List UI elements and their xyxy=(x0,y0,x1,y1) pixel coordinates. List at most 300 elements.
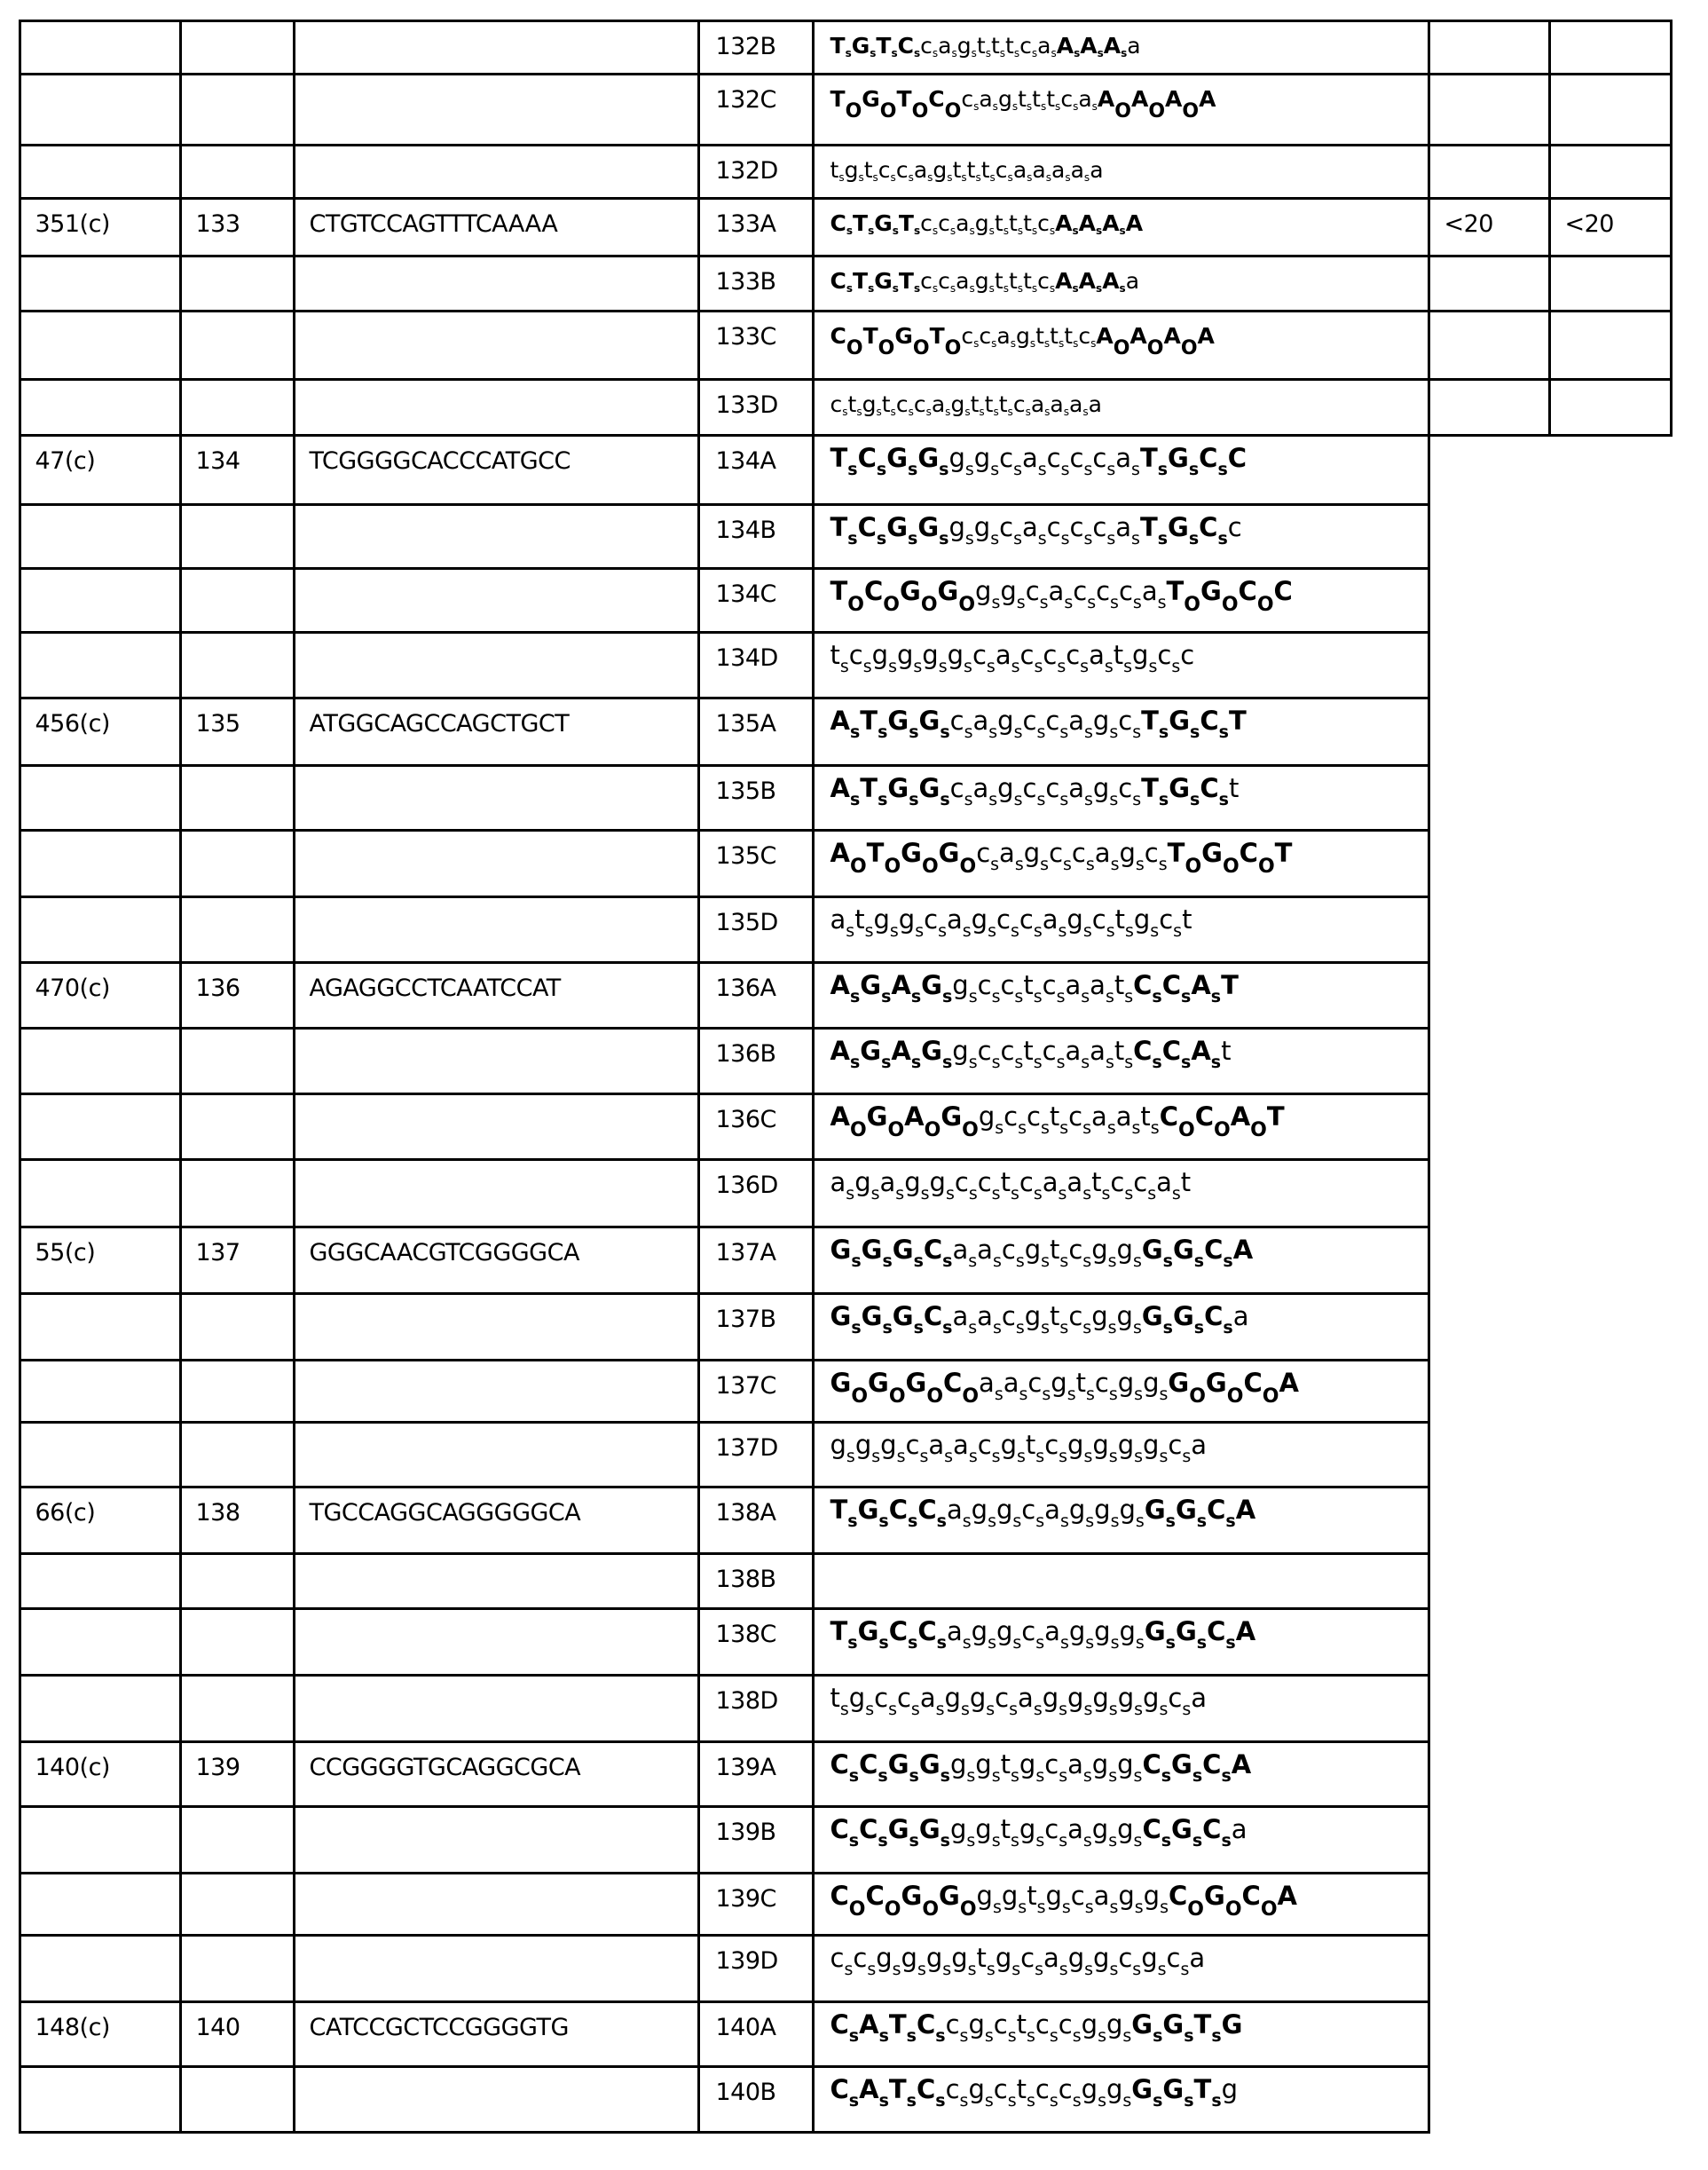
target-sequence-cell xyxy=(293,631,700,699)
target-sequence-cell xyxy=(293,20,700,75)
nucleotide: T xyxy=(853,267,869,294)
linkage-subscript: s xyxy=(1218,789,1229,809)
nucleotide: a xyxy=(1231,1813,1248,1844)
oligo-id-cell xyxy=(697,1486,815,1555)
nucleotide: C xyxy=(1200,705,1219,736)
linkage-subscript: s xyxy=(1025,405,1031,418)
modified-sequence-cell xyxy=(812,1292,1430,1361)
nucleotide: g xyxy=(862,391,877,417)
target-sequence-cell xyxy=(293,961,700,1030)
linkage-subscript: s xyxy=(964,459,974,479)
oligo-id-text: 134A xyxy=(715,446,776,475)
seq-id-cell xyxy=(179,1027,295,1095)
linkage-subscript: O xyxy=(926,1385,944,1408)
linkage-subscript: s xyxy=(939,528,949,548)
linkage-subscript: s xyxy=(878,1765,888,1786)
nucleotide: c xyxy=(1144,837,1159,868)
nucleotide: C xyxy=(1241,1880,1261,1911)
seq-id-cell xyxy=(179,503,295,570)
linkage-subscript: s xyxy=(862,656,872,676)
nucleotide: g xyxy=(1067,1429,1084,1460)
target-sequence-cell xyxy=(293,378,700,437)
linkage-subscript: s xyxy=(1084,722,1093,742)
linkage-subscript: s xyxy=(1210,986,1222,1006)
linkage-subscript: s xyxy=(892,224,899,237)
nucleotide: g xyxy=(997,772,1014,803)
nucleotide: T xyxy=(888,2008,907,2040)
target-sequence-cell xyxy=(293,144,700,200)
linkage-subscript: s xyxy=(1108,1699,1118,1719)
linkage-subscript: s xyxy=(1121,46,1128,59)
linkage-subscript: s xyxy=(849,722,861,742)
linkage-subscript: s xyxy=(1082,1117,1092,1138)
linkage-subscript: s xyxy=(876,459,887,479)
modified-sequence xyxy=(830,772,1240,809)
nucleotide: t xyxy=(1023,267,1032,294)
linkage-subscript: O xyxy=(1113,336,1130,359)
modified-sequence xyxy=(830,1813,1248,1850)
modified-sequence xyxy=(830,1880,1297,1921)
linkage-subscript: s xyxy=(1159,1384,1169,1404)
linkage-subscript: s xyxy=(964,722,973,742)
oligo-id-text: 137D xyxy=(715,1433,778,1462)
linkage-subscript: s xyxy=(868,224,875,237)
nucleotide: a xyxy=(1067,1813,1083,1844)
nucleotide: G xyxy=(901,837,922,868)
nucleotide: c xyxy=(920,32,933,59)
linkage-subscript: s xyxy=(1098,2025,1106,2046)
nucleotide: C xyxy=(859,1748,878,1779)
nucleotide: G xyxy=(874,209,893,236)
nucleotide: a xyxy=(1051,156,1066,183)
linkage-subscript: s xyxy=(909,789,919,809)
nucleotide: T xyxy=(929,322,945,349)
oligo-id-cell xyxy=(697,378,815,437)
nucleotide: c xyxy=(905,1429,920,1460)
seq-id-cell xyxy=(179,567,295,634)
nucleotide: g xyxy=(976,1880,993,1911)
linkage-subscript: s xyxy=(1211,2090,1222,2111)
linkage-subscript: s xyxy=(1084,789,1093,809)
seq-id-text: 140 xyxy=(195,2013,240,2041)
linkage-subscript: s xyxy=(876,405,882,418)
linkage-subscript: s xyxy=(1040,854,1050,874)
nucleotide: c xyxy=(1073,575,1088,606)
target-sequence-text: CCGGGGTGCAGGCGCA xyxy=(309,1753,581,1781)
nucleotide: G xyxy=(830,1234,852,1265)
nucleotide: G xyxy=(1169,705,1191,736)
linkage-subscript: s xyxy=(896,1446,906,1466)
oligo-id-cell xyxy=(697,1805,815,1874)
linkage-subscript: s xyxy=(1131,459,1140,479)
oligo-id-text: 139A xyxy=(715,1753,776,1781)
linkage-subscript: s xyxy=(949,281,956,295)
modified-sequence xyxy=(830,442,1248,479)
nucleotide: c xyxy=(1078,322,1091,349)
linkage-subscript: s xyxy=(1157,592,1167,612)
nucleotide: g xyxy=(995,1942,1012,1973)
nucleotide: c xyxy=(1027,1367,1043,1398)
linkage-subscript: s xyxy=(913,224,921,237)
seq-id-cell xyxy=(179,896,295,964)
nucleotide: g xyxy=(1091,1748,1109,1779)
seq-id-cell xyxy=(179,255,295,312)
nucleotide: T xyxy=(898,267,914,294)
linkage-subscript: s xyxy=(1134,1897,1144,1917)
linkage-subscript: s xyxy=(1101,1183,1111,1203)
nucleotide: t xyxy=(1023,969,1034,1000)
position-cell xyxy=(19,197,182,257)
nucleotide: c xyxy=(830,1942,845,1973)
linkage-subscript: s xyxy=(964,405,971,418)
nucleotide: G xyxy=(918,772,941,803)
linkage-subscript: s xyxy=(1090,336,1097,350)
linkage-subscript: O xyxy=(884,1898,901,1921)
nucleotide: c xyxy=(878,156,891,183)
nucleotide: A xyxy=(830,1035,850,1066)
linkage-subscript: s xyxy=(1124,1052,1134,1072)
nucleotide: g xyxy=(971,904,988,935)
linkage-subscript: s xyxy=(1083,459,1093,479)
nucleotide: g xyxy=(975,1813,992,1844)
nucleotide: t xyxy=(1032,85,1041,112)
nucleotide: c xyxy=(1044,1813,1059,1844)
linkage-subscript: s xyxy=(1165,1632,1176,1653)
nucleotide: c xyxy=(977,1166,992,1197)
nucleotide: c xyxy=(1001,1234,1016,1265)
target-sequence-cell xyxy=(293,1607,700,1677)
nucleotide: g xyxy=(968,2073,985,2104)
modified-sequence xyxy=(830,209,1144,237)
modified-sequence-cell xyxy=(812,567,1430,634)
linkage-subscript: s xyxy=(988,281,995,295)
linkage-subscript: s xyxy=(1193,1251,1205,1271)
nucleotide: c xyxy=(1118,575,1133,606)
oligo-id-text: 133A xyxy=(715,209,776,238)
linkage-subscript: s xyxy=(942,1251,953,1271)
linkage-subscript: s xyxy=(1073,336,1079,350)
linkage-subscript: s xyxy=(847,528,858,548)
nucleotide: G xyxy=(1201,837,1223,868)
linkage-subscript: s xyxy=(1059,1765,1068,1786)
nucleotide: G xyxy=(1144,1615,1166,1646)
linkage-subscript: s xyxy=(1037,528,1047,548)
nucleotide: c xyxy=(1042,969,1057,1000)
linkage-subscript: s xyxy=(849,1052,861,1072)
nucleotide: g xyxy=(1094,1494,1111,1525)
linkage-subscript: O xyxy=(1257,855,1275,878)
nucleotide: g xyxy=(1119,837,1136,868)
nucleotide: c xyxy=(1001,1300,1016,1331)
target-sequence-cell xyxy=(293,1093,700,1161)
nucleotide: g xyxy=(1068,1494,1086,1525)
oligo-id-text: 134B xyxy=(715,516,776,544)
linkage-subscript: s xyxy=(1036,789,1046,809)
nucleotide: c xyxy=(1021,1615,1036,1646)
linkage-subscript: s xyxy=(1135,854,1145,874)
linkage-subscript: s xyxy=(945,1183,955,1203)
linkage-subscript: s xyxy=(1107,1251,1117,1271)
linkage-subscript: s xyxy=(1026,99,1033,113)
seq-id-cell xyxy=(179,829,295,898)
linkage-subscript: s xyxy=(1096,281,1103,295)
target-sequence-cell xyxy=(293,1740,700,1808)
nucleotide: a xyxy=(977,1300,993,1331)
seq-id-cell xyxy=(179,961,295,1030)
nucleotide: c xyxy=(1157,639,1172,670)
target-sequence-text: CTGTCCAGTTTCAAAA xyxy=(309,209,558,238)
nucleotide: C xyxy=(1142,1813,1161,1844)
nucleotide: c xyxy=(1049,837,1064,868)
linkage-subscript: s xyxy=(1049,281,1056,295)
nucleotide: C xyxy=(1133,1035,1153,1066)
oligo-id-cell xyxy=(697,2000,815,2068)
linkage-subscript: s xyxy=(935,2025,946,2046)
oligo-id-cell xyxy=(697,1934,815,2003)
linkage-subscript: s xyxy=(1059,1830,1068,1850)
nucleotide: A xyxy=(1232,1234,1254,1265)
linkage-subscript: s xyxy=(990,459,1000,479)
value1-cell xyxy=(1428,310,1551,381)
modified-sequence-cell xyxy=(812,1805,1430,1874)
nucleotide: g xyxy=(1081,2073,1098,2104)
nucleotide: c xyxy=(1046,442,1061,473)
nucleotide: c xyxy=(1058,2073,1073,2104)
linkage-subscript: s xyxy=(1134,1446,1144,1466)
linkage-subscript: s xyxy=(1085,1632,1095,1653)
nucleotide: G xyxy=(1172,1234,1194,1265)
nucleotide: g xyxy=(871,639,889,670)
nucleotide: c xyxy=(972,639,987,670)
linkage-subscript: s xyxy=(891,46,898,59)
nucleotide: g xyxy=(1116,1234,1133,1265)
modified-sequence-cell xyxy=(812,197,1430,257)
linkage-subscript: s xyxy=(848,2090,860,2111)
linkage-subscript: O xyxy=(1250,1118,1267,1141)
nucleotide: a xyxy=(972,705,989,736)
linkage-subscript: s xyxy=(991,1183,1001,1203)
linkage-subscript: s xyxy=(1033,1699,1043,1719)
modified-sequence-cell xyxy=(812,631,1430,699)
nucleotide: A xyxy=(1056,32,1074,59)
linkage-subscript: s xyxy=(1027,2025,1035,2046)
oligo-id-cell xyxy=(697,896,815,964)
position-cell xyxy=(19,1740,182,1808)
linkage-subscript: s xyxy=(888,1699,897,1719)
nucleotide: c xyxy=(1091,904,1106,935)
nucleotide: t xyxy=(1180,1166,1192,1197)
modified-sequence xyxy=(830,575,1293,616)
nucleotide: A xyxy=(859,2008,879,2040)
linkage-subscript: s xyxy=(936,1511,947,1531)
linkage-subscript: s xyxy=(1072,224,1079,237)
nucleotide: T xyxy=(830,575,848,606)
linkage-subscript: O xyxy=(851,1385,869,1408)
nucleotide: C xyxy=(1161,1035,1182,1066)
linkage-subscript: O xyxy=(924,1118,941,1141)
nucleotide: C xyxy=(864,575,884,606)
target-sequence-cell xyxy=(293,2065,700,2134)
seq-id-cell xyxy=(179,1486,295,1555)
nucleotide: g xyxy=(978,1101,996,1132)
position-cell xyxy=(19,1359,182,1424)
linkage-subscript: s xyxy=(1105,1052,1114,1072)
modified-sequence xyxy=(830,705,1247,742)
nucleotide: a xyxy=(1078,85,1092,112)
linkage-subscript: s xyxy=(975,170,981,184)
nucleotide: c xyxy=(1037,267,1050,294)
nucleotide: G xyxy=(918,1813,941,1844)
nucleotide: T xyxy=(888,2073,907,2104)
linkage-subscript: s xyxy=(968,1317,978,1338)
nucleotide: C xyxy=(830,322,846,349)
linkage-subscript: s xyxy=(1058,336,1065,350)
nucleotide: T xyxy=(1166,575,1185,606)
oligo-id-cell xyxy=(697,631,815,699)
linkage-subscript: s xyxy=(1124,920,1134,941)
linkage-subscript: O xyxy=(959,1898,977,1921)
modified-sequence-cell xyxy=(812,73,1430,146)
oligo-id-cell xyxy=(697,1226,815,1295)
modified-sequence xyxy=(830,1494,1256,1531)
linkage-subscript: s xyxy=(1132,592,1142,612)
linkage-subscript: s xyxy=(868,281,875,295)
linkage-subscript: s xyxy=(991,1765,1001,1786)
linkage-subscript: s xyxy=(876,528,887,548)
nucleotide: g xyxy=(896,639,914,670)
position-cell xyxy=(19,144,182,200)
modified-sequence xyxy=(830,322,1215,359)
linkage-subscript: s xyxy=(849,789,861,809)
linkage-subscript: s xyxy=(878,2090,889,2111)
linkage-subscript: s xyxy=(1221,1765,1232,1786)
linkage-subscript: O xyxy=(884,855,901,878)
linkage-subscript: s xyxy=(1083,1446,1093,1466)
nucleotide: c xyxy=(1227,511,1242,542)
nucleotide: t xyxy=(1050,1234,1060,1265)
nucleotide: c xyxy=(1092,442,1107,473)
nucleotide: c xyxy=(1096,575,1111,606)
linkage-subscript: s xyxy=(989,170,996,184)
nucleotide: c xyxy=(1118,772,1133,803)
position-cell xyxy=(19,1872,182,1937)
nucleotide: G xyxy=(892,1234,914,1265)
linkage-subscript: O xyxy=(846,336,863,359)
nucleotide: C xyxy=(830,1813,849,1844)
linkage-subscript: s xyxy=(1119,224,1126,237)
nucleotide: G xyxy=(894,322,913,349)
linkage-subscript: s xyxy=(878,1830,888,1850)
nucleotide: C xyxy=(830,1748,849,1779)
linkage-subscript: s xyxy=(1012,1632,1022,1653)
nucleotide: g xyxy=(848,1682,866,1713)
nucleotide: A xyxy=(1279,1367,1299,1398)
linkage-subscript: s xyxy=(1182,1446,1192,1466)
linkage-subscript: s xyxy=(1221,1830,1232,1850)
linkage-subscript: s xyxy=(895,1183,905,1203)
nucleotide: C xyxy=(1199,442,1218,473)
nucleotide: g xyxy=(854,1429,872,1460)
nucleotide: A xyxy=(830,1101,850,1132)
nucleotide: C xyxy=(859,1813,878,1844)
nucleotide: A xyxy=(1129,322,1147,349)
linkage-subscript: s xyxy=(961,170,967,184)
nucleotide: c xyxy=(1060,85,1074,112)
linkage-subscript: s xyxy=(1059,1317,1069,1338)
value2-cell xyxy=(1548,310,1673,381)
nucleotide: T xyxy=(1139,511,1158,542)
linkage-subscript: s xyxy=(1218,722,1229,742)
oligo-id-text: 137B xyxy=(715,1305,776,1333)
nucleotide: C xyxy=(865,1880,885,1911)
nucleotide: a xyxy=(830,904,846,935)
linkage-subscript: s xyxy=(908,459,918,479)
nucleotide: a xyxy=(1048,575,1065,606)
nucleotide: C xyxy=(830,267,846,294)
linkage-subscript: s xyxy=(944,1446,954,1466)
linkage-subscript: s xyxy=(1081,986,1090,1006)
nucleotide: G xyxy=(1168,442,1189,473)
nucleotide: a xyxy=(1090,1035,1106,1066)
nucleotide: t xyxy=(1016,2073,1027,2104)
seq-id-cell xyxy=(179,1292,295,1361)
nucleotide: g xyxy=(1117,1682,1135,1713)
nucleotide: g xyxy=(830,1429,846,1460)
modified-sequence xyxy=(830,391,1102,418)
nucleotide: c xyxy=(1066,639,1081,670)
nucleotide: C xyxy=(1200,772,1219,803)
nucleotide: c xyxy=(924,904,939,935)
oligo-id-cell xyxy=(697,1674,815,1743)
nucleotide: c xyxy=(961,322,974,349)
linkage-subscript: O xyxy=(922,1898,940,1921)
position-cell xyxy=(19,255,182,312)
linkage-subscript: s xyxy=(1083,170,1090,184)
nucleotide: t xyxy=(994,209,1004,236)
nucleotide: c xyxy=(1019,904,1034,935)
oligo-id-cell xyxy=(697,434,815,506)
linkage-subscript: s xyxy=(878,1511,889,1531)
target-sequence-cell xyxy=(293,1158,700,1228)
nucleotide: G xyxy=(937,575,959,606)
linkage-subscript: s xyxy=(1158,854,1168,874)
linkage-subscript: s xyxy=(847,1632,858,1653)
nucleotide: T xyxy=(830,1494,848,1525)
nucleotide: a xyxy=(1141,575,1158,606)
nucleotide: A xyxy=(1125,209,1144,236)
modified-sequence-cell xyxy=(812,2065,1430,2134)
linkage-subscript: s xyxy=(1033,1052,1043,1072)
linkage-subscript: s xyxy=(1108,1830,1118,1850)
nucleotide: g xyxy=(1091,1813,1109,1844)
linkage-subscript: s xyxy=(966,1765,976,1786)
linkage-subscript: s xyxy=(932,46,939,59)
nucleotide: g xyxy=(952,1035,969,1066)
seq-id-cell xyxy=(179,73,295,146)
linkage-subscript: s xyxy=(1049,224,1056,237)
target-sequence-cell xyxy=(293,2000,700,2068)
nucleotide: g xyxy=(929,1166,946,1197)
nucleotide: a xyxy=(913,156,928,183)
value1-cell xyxy=(1428,255,1551,312)
oligo-id-text: 132B xyxy=(715,32,776,60)
nucleotide: c xyxy=(961,85,974,112)
linkage-subscript: s xyxy=(1072,2090,1082,2111)
nucleotide: C xyxy=(1227,442,1248,473)
linkage-subscript: s xyxy=(1007,2025,1017,2046)
position-cell xyxy=(19,1486,182,1555)
nucleotide: c xyxy=(979,322,992,349)
